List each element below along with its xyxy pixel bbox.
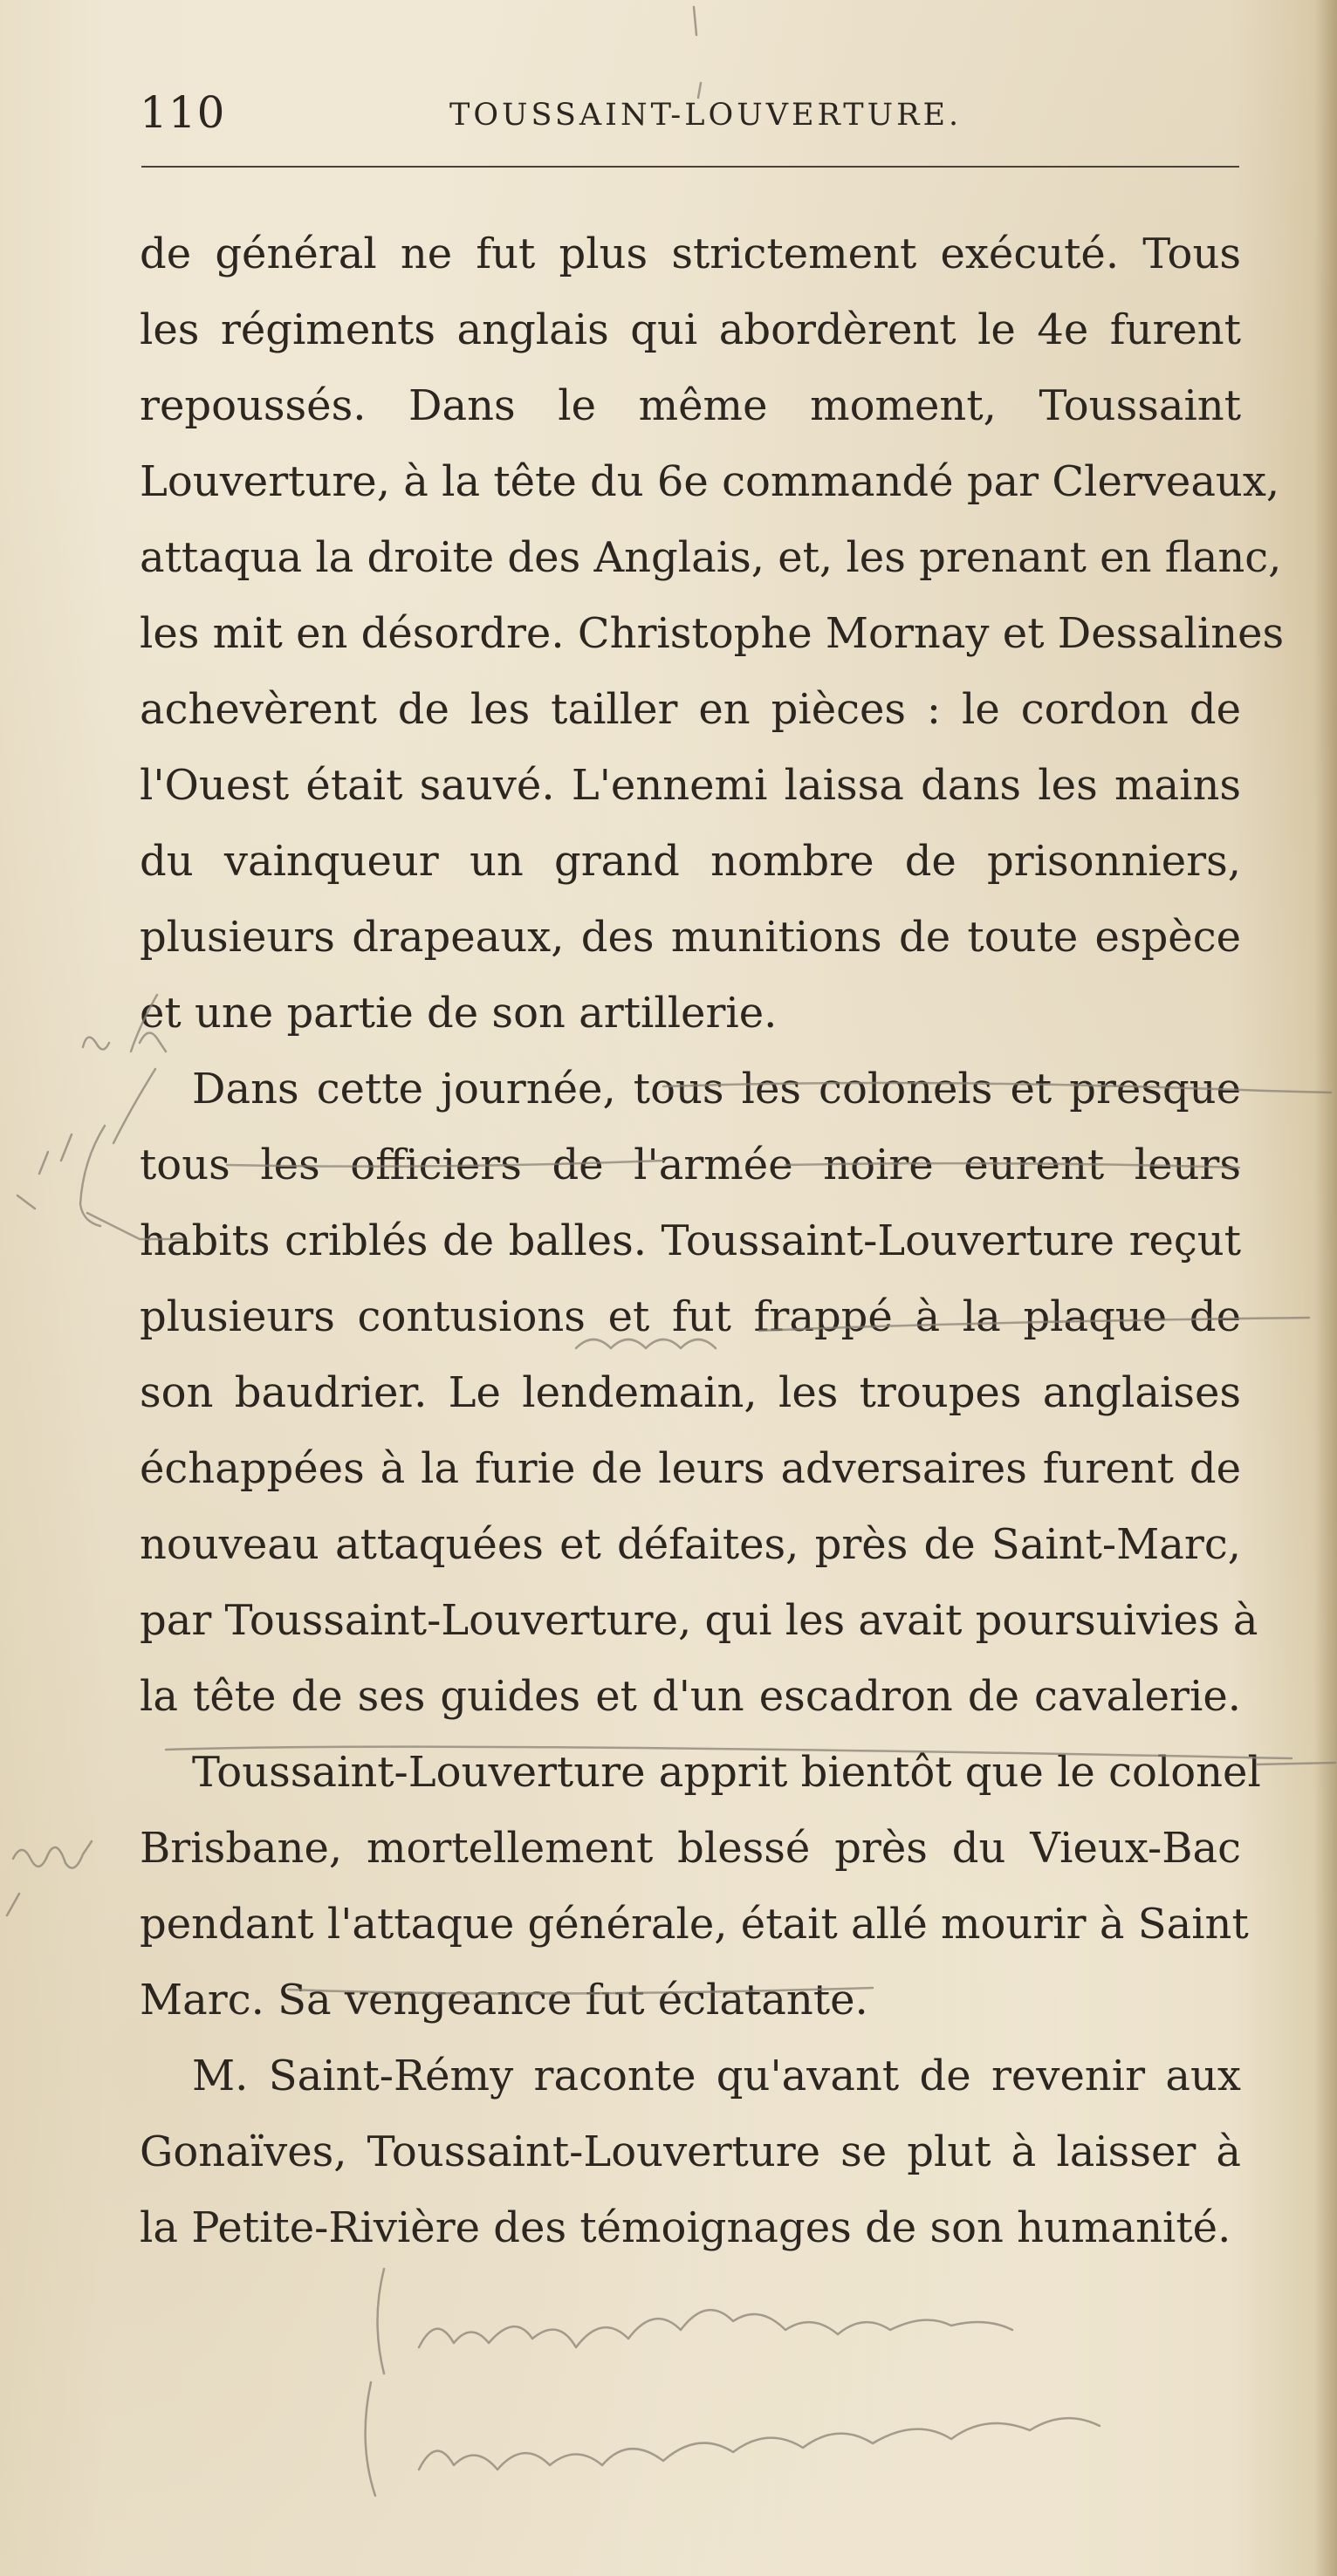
running-title: TOUSSAINT-LOUVERTURE.	[449, 98, 963, 133]
text-line: achevèrent de les tailler en pièces : le cordon de	[140, 685, 1241, 734]
pencil-stroke	[61, 1134, 72, 1161]
text-line: M. Saint-Rémy raconte qu'avant de revenir aux	[192, 2052, 1241, 2100]
text-line: Dans cette journée, tous les colonels et presque	[192, 1065, 1241, 1113]
text-line: la tête de ses guides et d'un escadron de cavalerie.	[140, 1672, 1241, 1721]
pencil-stroke	[694, 7, 696, 35]
text-line: tous les officiers de l'armée noire eurent leurs	[140, 1141, 1241, 1189]
text-line: par Toussaint-Louverture, qui les avait poursuivies à	[140, 1596, 1258, 1645]
pencil-stroke	[378, 2269, 385, 2374]
text-line: plusieurs contusions et fut frappé à la plaque de	[140, 1292, 1241, 1341]
text-line: Marc. Sa vengeance fut éclatante.	[140, 1976, 868, 2024]
pencil-stroke	[80, 1126, 105, 1226]
text-line: Brisbane, mortellement blessé près du Vieux-Bac	[140, 1824, 1241, 1873]
text-line: l'Ouest était sauvé. L'ennemi laissa dans les mains	[140, 761, 1241, 810]
text-line: et une partie de son artillerie.	[140, 989, 778, 1038]
page-edge-shadow	[1314, 0, 1337, 2576]
header-rule	[141, 166, 1239, 168]
pencil-stroke	[7, 1894, 19, 1915]
text-line: nouveau attaquées et défaites, près de Saint-Marc,	[140, 1520, 1241, 1569]
paragraph-2	[140, 1052, 1258, 1735]
text-line: son baudrier. Le lendemain, les troupes anglaises	[140, 1368, 1241, 1417]
pencil-stroke	[39, 1152, 48, 1174]
pencil-stroke	[17, 1196, 35, 1209]
page-header	[140, 87, 1241, 157]
text-line: Gonaïves, Toussaint-Louverture se plut à laisser à	[140, 2127, 1241, 2176]
text-line: repoussés. Dans le même moment, Toussaint	[140, 381, 1241, 430]
text-line: Louverture, à la tête du 6e commandé par Clerveaux,	[140, 457, 1280, 506]
pencil-stroke	[83, 1038, 109, 1050]
text-line: échappées à la furie de leurs adversaires furent de	[140, 1444, 1241, 1493]
paragraph-3	[140, 1735, 1261, 2038]
text-line: attaqua la droite des Anglais, et, les prenant en flanc,	[140, 533, 1282, 582]
text-line: habits criblés de balles. Toussaint-Louverture reçut	[140, 1216, 1241, 1265]
body-text	[140, 216, 1285, 2266]
pencil-stroke	[366, 2382, 375, 2496]
text-line: les régiments anglais qui abordèrent le 4e furent	[140, 305, 1241, 354]
paragraph-1	[140, 216, 1285, 1052]
paragraph-4	[140, 2038, 1241, 2266]
text-line: plusieurs drapeaux, des munitions de toute espèce	[140, 913, 1241, 962]
page-number: 110	[140, 87, 226, 138]
text-line: Toussaint-Louverture apprit bientôt que le colonel	[192, 1748, 1261, 1797]
text-line: les mit en désordre. Christophe Mornay et Dessalines	[140, 609, 1285, 658]
text-line: de général ne fut plus strictement exécuté. Tous	[140, 230, 1241, 278]
pencil-stroke	[13, 1841, 92, 1868]
text-line: pendant l'attaque générale, était allé mourir à Saint	[140, 1900, 1249, 1949]
text-line: la Petite-Rivière des témoignages de son humanité.	[140, 2203, 1231, 2252]
text-line: du vainqueur un grand nombre de prisonniers,	[140, 837, 1241, 886]
pencil-stroke	[419, 2310, 1012, 2347]
pencil-stroke	[419, 2418, 1100, 2470]
